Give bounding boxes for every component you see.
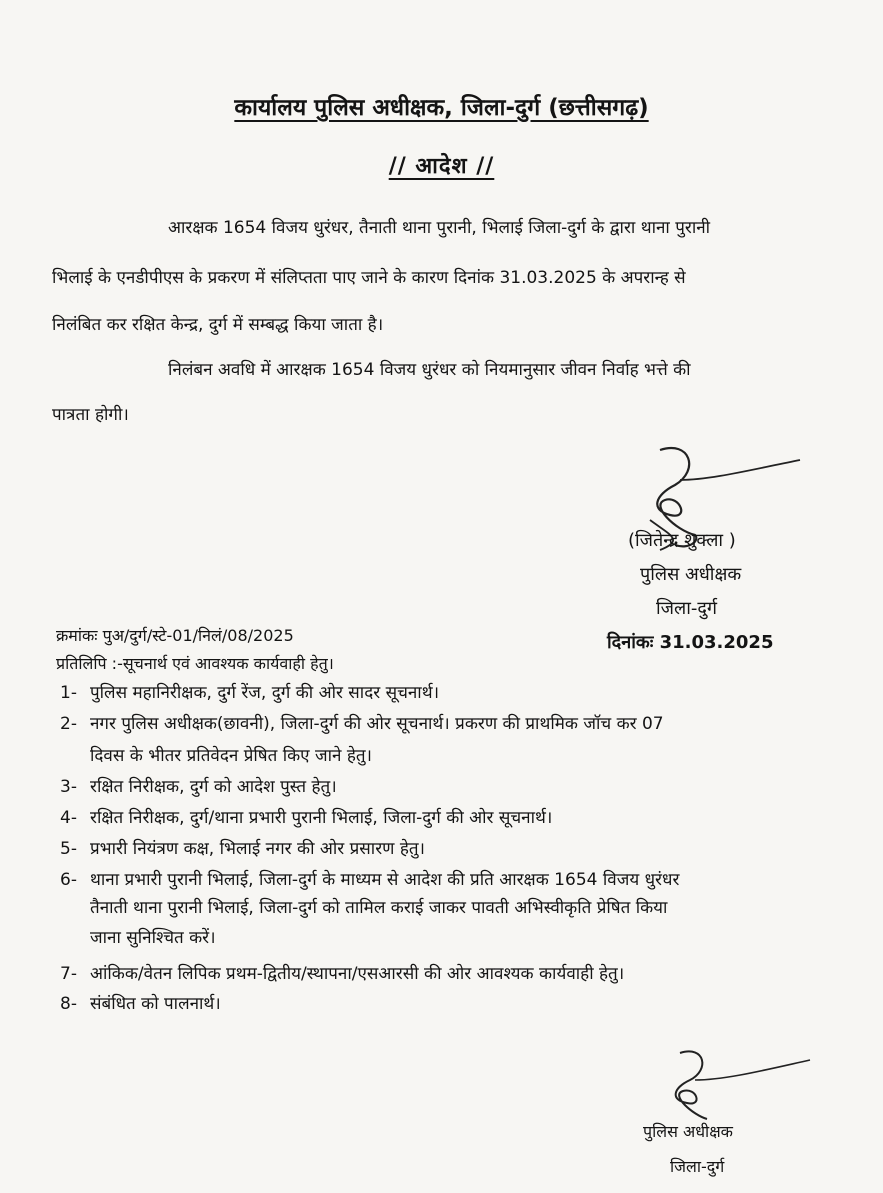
item-4-number: 4- — [60, 808, 77, 828]
paragraph-1-line-3: निलंबित कर रक्षित केन्द्र, दुर्ग में सम्बद्ध किया जाता है। — [52, 315, 384, 335]
paragraph-1-line-2: भिलाई के एनडीपीएस के प्रकरण में संलिप्तता पाए जाने के कारण दिनांक 31.03.2025 के अपरान्ह से — [52, 268, 686, 288]
order-date: दिनांकः 31.03.2025 — [607, 632, 774, 653]
item-6-number: 6- — [60, 870, 77, 890]
signatory-designation: पुलिस अधीक्षक — [640, 564, 742, 585]
item-3-number: 3- — [60, 777, 77, 797]
item-1-number: 1- — [60, 683, 77, 703]
order-heading: // आदेश // — [388, 154, 495, 179]
reference-number: क्रमांकः पुअ/दुर्ग/स्टे-01/निलं/08/2025 — [56, 626, 294, 645]
item-3-line-1: रक्षित निरीक्षक, दुर्ग को आदेश पुस्त हेतु। — [90, 777, 337, 797]
item-7-number: 7- — [60, 964, 77, 984]
item-6-line-2: तैनाती थाना पुरानी भिलाई, जिला-दुर्ग को तामिल कराई जाकर पावती अभिस्वीकृति प्रेषित किया — [90, 898, 668, 918]
item-6-line-1: थाना प्रभारी पुरानी भिलाई, जिला-दुर्ग के माध्यम से आदेश की प्रति आरक्षक 1654 विजय धुरंधर — [90, 870, 680, 890]
item-1-line-1: पुलिस महानिरीक्षक, दुर्ग रेंज, दुर्ग की ओर सादर सूचनार्थ। — [90, 683, 440, 703]
item-6-line-3: जाना सुनिश्चित करें। — [90, 928, 216, 948]
item-2-number: 2- — [60, 714, 77, 734]
paragraph-2-line-1: निलंबन अवधि में आरक्षक 1654 विजय धुरंधर को नियमानुसार जीवन निर्वाह भत्ते की — [168, 360, 691, 380]
item-5-line-1: प्रभारी नियंत्रण कक्ष, भिलाई नगर की ओर प्रसारण हेतु। — [90, 839, 425, 859]
item-5-number: 5- — [60, 839, 77, 859]
item-8-number: 8- — [60, 994, 77, 1014]
paragraph-1-line-1: आरक्षक 1654 विजय धुरंधर, तैनाती थाना पुरानी, भिलाई जिला-दुर्ग के द्वारा थाना पुरानी — [168, 218, 711, 238]
copy-line: प्रतिलिपि :-सूचनार्थ एवं आवश्यक कार्यवाही हेतु। — [56, 654, 334, 673]
office-title: कार्यालय पुलिस अधीक्षक, जिला-दुर्ग (छत्तीसगढ़) — [234, 95, 649, 121]
footer-designation: पुलिस अधीक्षक — [643, 1122, 733, 1141]
item-7-line-1: आंकिक/वेतन लिपिक प्रथम-द्वितीय/स्थापना/एसआरसी की ओर आवश्यक कार्यवाही हेतु। — [90, 964, 625, 984]
item-2-line-2: दिवस के भीतर प्रतिवेदन प्रेषित किए जाने हेतु। — [90, 746, 372, 766]
paragraph-2-line-2: पात्रता होगी। — [52, 405, 129, 425]
signatory-district: जिला-दुर्ग — [656, 598, 718, 619]
item-8-line-1: संबंधित को पालनार्थ। — [90, 994, 221, 1014]
footer-district: जिला-दुर्ग — [670, 1157, 725, 1176]
item-4-line-1: रक्षित निरीक्षक, दुर्ग/थाना प्रभारी पुरानी भिलाई, जिला-दुर्ग की ओर सूचनार्थ। — [90, 808, 553, 828]
signatory-name: (जितेन्द्र शुक्ला ) — [628, 530, 736, 551]
item-2-line-1: नगर पुलिस अधीक्षक(छावनी), जिला-दुर्ग की ओर सूचनार्थ। प्रकरण की प्राथमिक जॉच कर 07 — [90, 714, 664, 734]
